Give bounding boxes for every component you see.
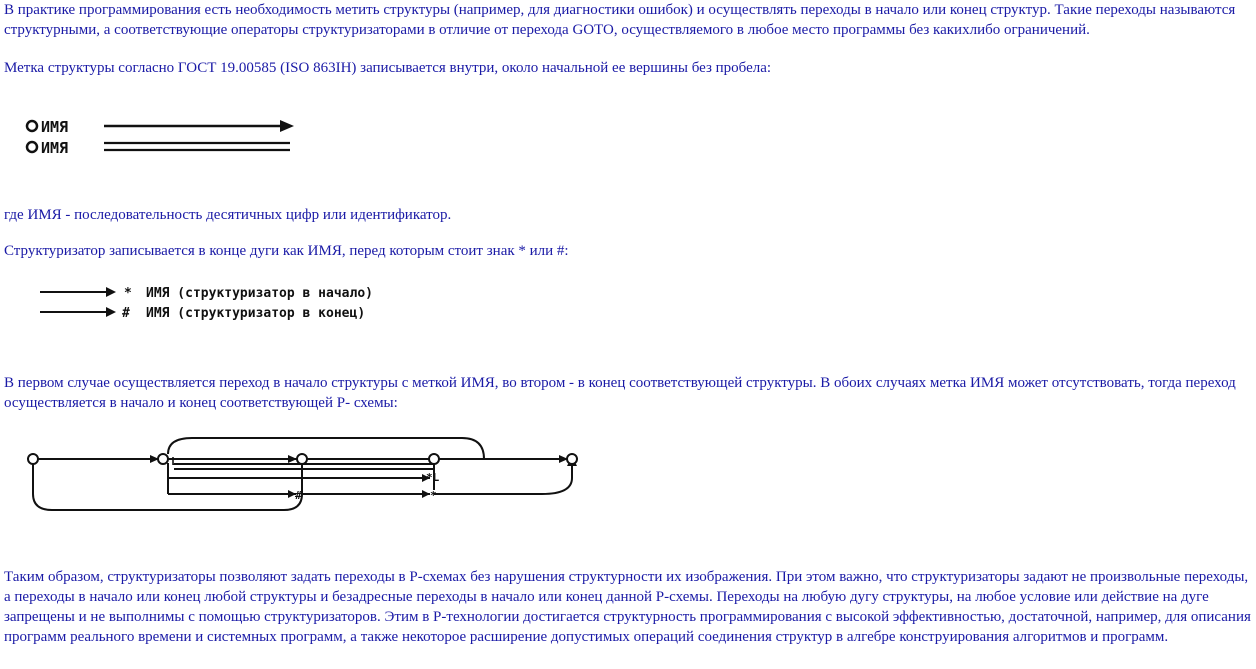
conclusion-paragraph: Таким образом, структуризаторы позволяют задать переходы в Р-схемах без нарушения структурности их изображения. При этом важно, что структуризаторы задают не произвольные переходы, а переходы в начало или конец любой структуры и безадресные переходы в начало или конец данной Р-схемы. Переходы на любую дугу структуры, на любое условие или действие на дуге запрещены и не выполнимы с помощью структуризаторов. Этим в Р-технологии достигается структурность программирования с высокой эффективностью, достаточной, например, для описания программ реального времени и системных программ, а также некоторое расширение допустимых операций соединения структур в алгебре конструирования алгоритмов и программ. [4, 569, 1251, 645]
label-name-bottom: ИМЯ [41, 139, 69, 157]
label-hash: # [295, 489, 302, 502]
structurizer-start-text: ИМЯ (структуризатор в начало) [146, 286, 373, 301]
node-L [158, 454, 168, 464]
arrow-head [280, 120, 294, 132]
symbol-star: * [124, 286, 132, 301]
start-node-bottom [27, 142, 37, 152]
arrow-head-start [106, 287, 116, 297]
node-start [28, 454, 38, 464]
node-right [429, 454, 439, 464]
structurizer-end-text: ИМЯ (структуризатор в конец) [146, 306, 366, 321]
figure-p-scheme [22, 432, 592, 518]
intro-paragraph: В практике программирования есть необходимость метить структуры (например, для диагностики ошибок) и осуществлять переходы в начало или конец структур. Такие переходы называются структурными, а соответствующие операторы структуризаторами в отличие от перехода GOTO, осуществляемого в любое место программы без какихлибо ограничений. [4, 2, 1236, 38]
start-node-top [27, 121, 37, 131]
arrow-head-low-right [422, 490, 430, 498]
outer-loop-right [434, 463, 572, 494]
figure-structurizer-notation [36, 278, 436, 322]
label-starL: *L [426, 471, 440, 484]
structurizer-rule-paragraph: Структуризатор записывается в конце дуги как ИМЯ, перед которым стоит знак * или #: [4, 243, 569, 259]
label-star-bottom: * [430, 489, 437, 502]
name-definition-paragraph: где ИМЯ - последовательность десятичных цифр или идентификатор. [4, 207, 452, 223]
label-rule-paragraph: Метка структуры согласно ГОСТ 19.00585 (ISO 863IH) записывается внутри, около начальной ее вершины без пробела: [4, 60, 772, 76]
arrow-head-2 [288, 455, 297, 463]
figure-structure-label [18, 96, 308, 160]
label-L: L [171, 455, 178, 468]
label-name-top: ИМЯ [41, 118, 69, 136]
symbol-hash: # [122, 306, 130, 321]
arrow-head-end [106, 307, 116, 317]
node-mid [297, 454, 307, 464]
node-end [567, 454, 577, 464]
explanation-paragraph: В первом случае осуществляется переход в начало структуры с меткой ИМЯ, во втором - в конец соответствующей структуры. В обоих случаях метка ИМЯ может отсутствовать, тогда переход осуществляется в начало и конец соответствующей Р- схемы: [4, 375, 1236, 411]
